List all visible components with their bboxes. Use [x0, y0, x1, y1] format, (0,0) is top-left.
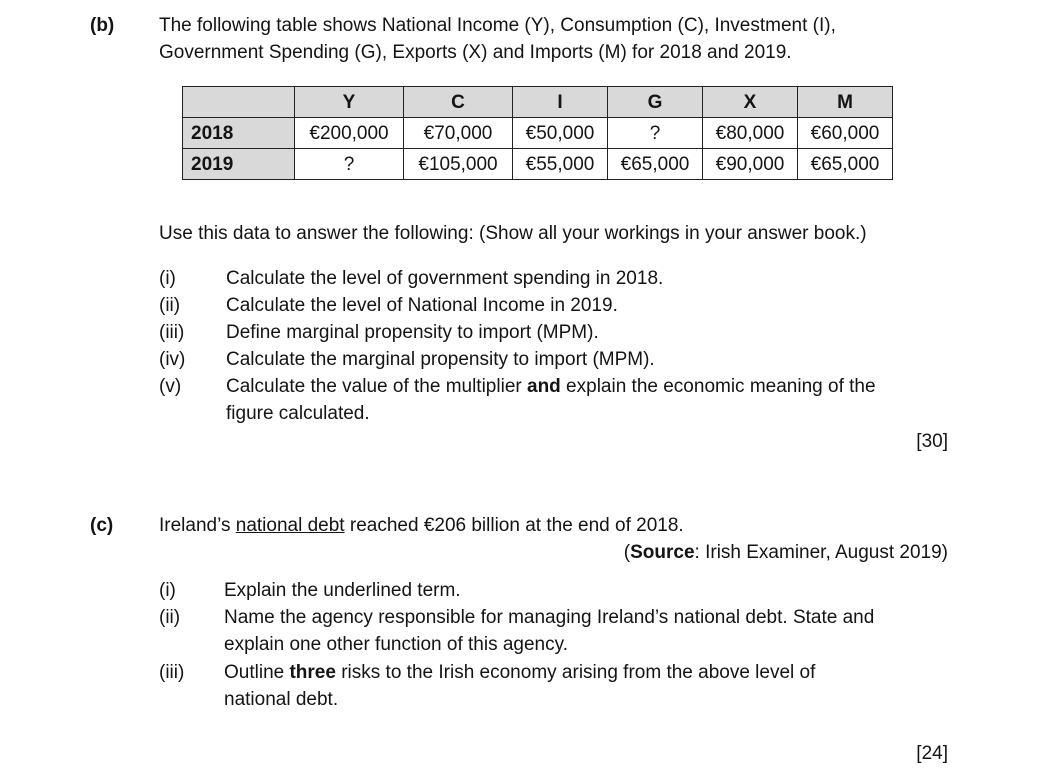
- question-text-continued: explain one other function of this agency.: [224, 634, 568, 655]
- question-text: [224, 659, 815, 686]
- table-cell: €65,000: [798, 149, 893, 180]
- header-c: C: [404, 87, 513, 118]
- question-number: (iii): [159, 322, 185, 343]
- header-y: Y: [295, 87, 404, 118]
- question-text: Calculate the level of National Income in 2019.: [226, 295, 618, 316]
- table-cell: €60,000: [798, 118, 893, 149]
- source-label: Source: [630, 542, 695, 563]
- header-x: X: [703, 87, 798, 118]
- source-text: : Irish Examiner, August 2019): [694, 542, 948, 563]
- marks-part-c: [24]: [916, 743, 948, 764]
- question-text: Name the agency responsible for managing Ireland’s national debt. State and: [224, 607, 875, 628]
- header-m: M: [798, 87, 893, 118]
- table-cell: €70,000: [404, 118, 513, 149]
- table-row: [183, 149, 893, 180]
- table-cell: €80,000: [703, 118, 798, 149]
- table-cell: €105,000: [404, 149, 513, 180]
- question-text-continued: figure calculated.: [226, 403, 370, 424]
- question-text-continued: national debt.: [224, 689, 339, 710]
- table-cell: €50,000: [513, 118, 608, 149]
- source-paren: (: [623, 542, 631, 563]
- underlined-term: national debt: [235, 515, 345, 536]
- table-corner-cell: [183, 87, 295, 118]
- header-g: G: [608, 87, 703, 118]
- question-number: (ii): [159, 607, 181, 628]
- table-cell: €200,000: [295, 118, 404, 149]
- header-i: I: [513, 87, 608, 118]
- question-number: (ii): [159, 295, 181, 316]
- row-year: 2019: [183, 149, 295, 180]
- question-text-part: risks to the Irish economy arising from the above level of: [335, 662, 816, 683]
- emphasis-word: and: [527, 376, 561, 397]
- emphasis-word: three: [289, 662, 336, 683]
- part-b-label: (b): [90, 15, 115, 36]
- question-number: (i): [159, 580, 176, 601]
- table-cell: €65,000: [608, 149, 703, 180]
- question-text: Calculate the level of government spending in 2018.: [226, 268, 664, 289]
- part-b-intro-line1: The following table shows National Income (Y), Consumption (C), Investment (I),: [159, 15, 836, 36]
- intro-text-part: Ireland’s: [159, 515, 236, 536]
- table-cell: ?: [295, 149, 404, 180]
- intro-text-part: reached €206 billion at the end of 2018.: [344, 515, 684, 536]
- question-text: Explain the underlined term.: [224, 580, 461, 601]
- question-text-part: explain the economic meaning of the: [560, 376, 876, 397]
- marks-part-b: [30]: [916, 431, 948, 452]
- part-c-label: (c): [90, 515, 114, 536]
- question-number: (iii): [159, 662, 185, 683]
- question-text: [226, 373, 876, 400]
- table-cell: €55,000: [513, 149, 608, 180]
- table-cell: €90,000: [703, 149, 798, 180]
- question-text-part: Calculate the value of the multiplier: [226, 376, 527, 397]
- part-b-instruction: Use this data to answer the following: (Show all your workings in your answer book.): [159, 223, 867, 244]
- economic-data-table: [182, 86, 893, 180]
- part-c-intro: [159, 512, 684, 539]
- table-cell: ?: [608, 118, 703, 149]
- table-row: [183, 118, 893, 149]
- question-number: (iv): [159, 349, 186, 370]
- row-year: 2018: [183, 118, 295, 149]
- table-header-row: [183, 87, 893, 118]
- question-text: Define marginal propensity to import (MPM).: [226, 322, 599, 343]
- question-number: (i): [159, 268, 176, 289]
- part-b-intro-line2: Government Spending (G), Exports (X) and Imports (M) for 2018 and 2019.: [159, 42, 792, 63]
- question-text-part: Outline: [224, 662, 290, 683]
- question-number: (v): [159, 376, 182, 397]
- source-citation: [624, 539, 948, 566]
- question-text: Calculate the marginal propensity to import (MPM).: [226, 349, 655, 370]
